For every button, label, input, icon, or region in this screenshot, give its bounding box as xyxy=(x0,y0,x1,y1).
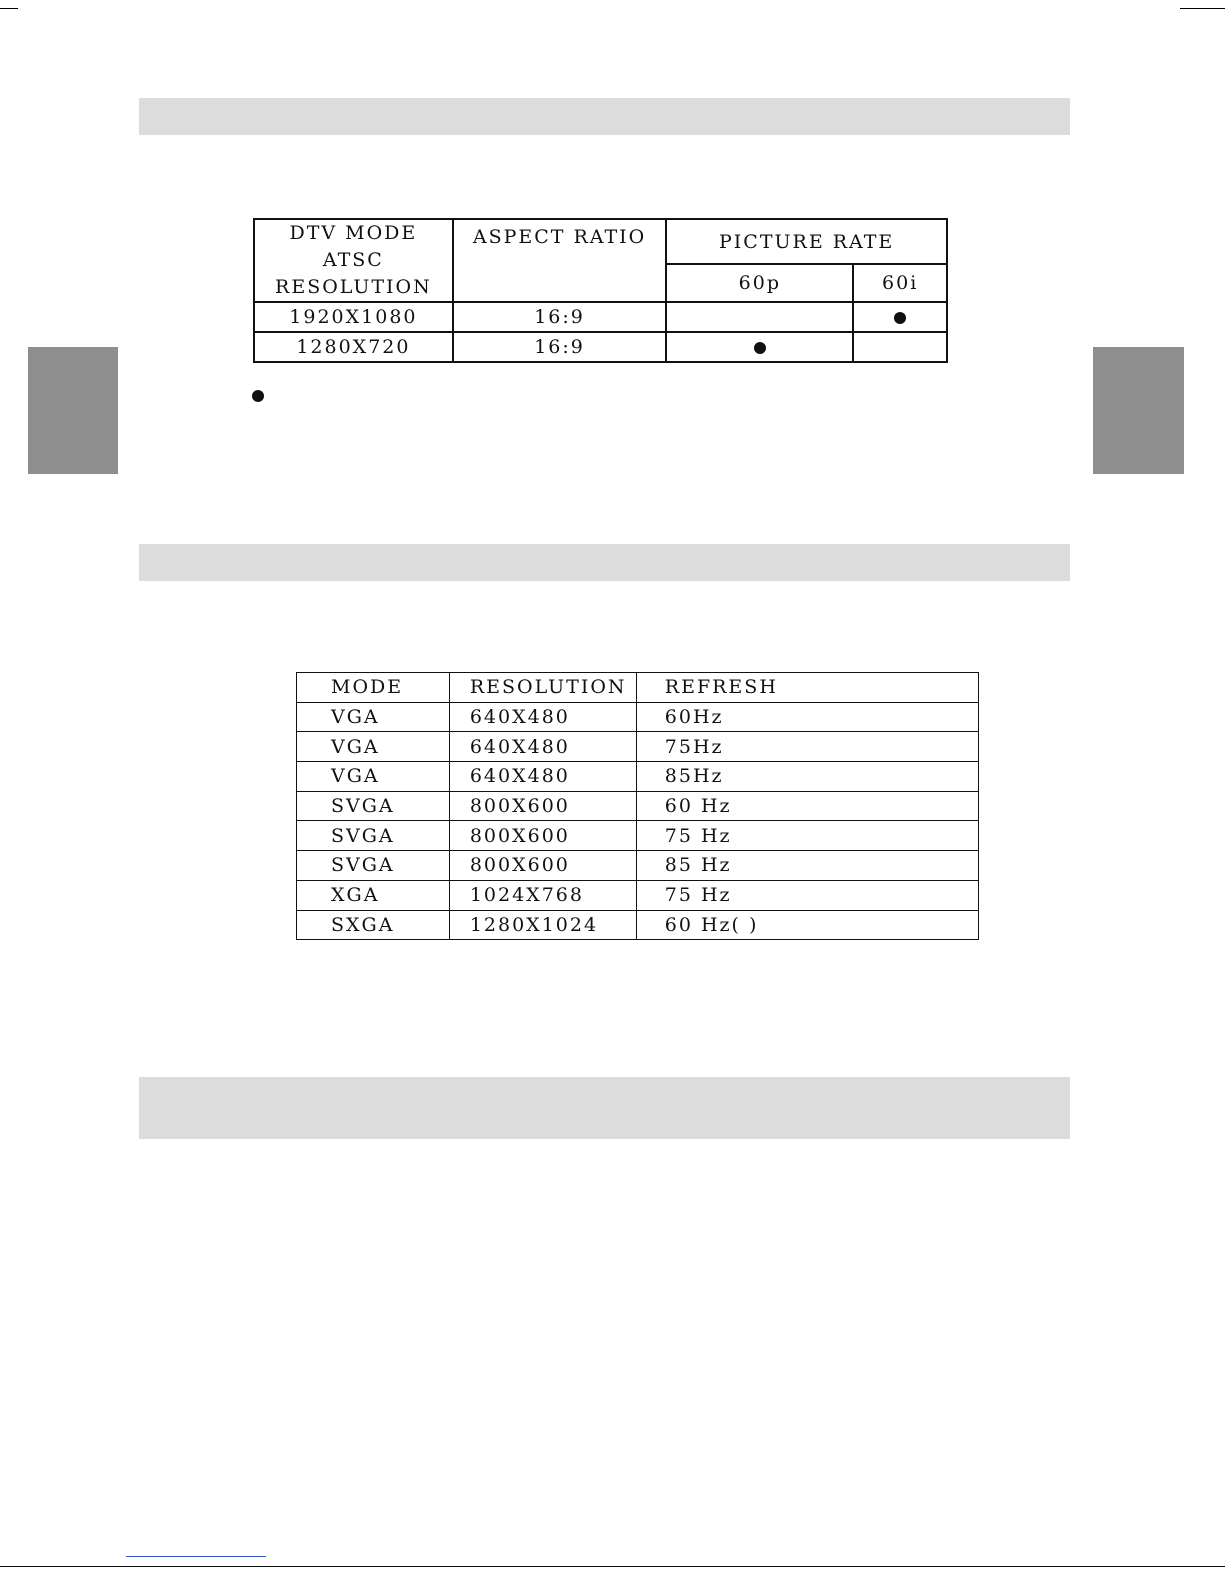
side-tab-left xyxy=(28,347,118,474)
cell-refresh: 60Hz xyxy=(636,702,978,732)
table-header-row xyxy=(297,673,979,703)
table-row xyxy=(297,880,979,910)
cell-aspect-ratio: 16:9 xyxy=(453,302,667,332)
header-60i: 60i xyxy=(853,264,947,302)
footer-link-underline xyxy=(126,1556,266,1557)
cell-refresh: 75Hz xyxy=(636,732,978,762)
cell-mode: MODE xyxy=(297,673,450,703)
cell-refresh: REFRESH xyxy=(636,673,978,703)
cell-resolution: 800X600 xyxy=(449,821,636,851)
dtv-mode-table xyxy=(253,218,948,363)
cell-resolution: 640X480 xyxy=(449,702,636,732)
header-picture-rate: PICTURE RATE xyxy=(666,219,947,264)
cell-mode: VGA xyxy=(297,762,450,792)
table-row xyxy=(297,851,979,881)
cell-resolution: 1920X1080 xyxy=(254,302,453,332)
table-row xyxy=(297,732,979,762)
table-row xyxy=(254,332,947,362)
section-header-band-1 xyxy=(139,98,1070,135)
cell-mode: VGA xyxy=(297,702,450,732)
crop-mark-top-right xyxy=(1180,8,1225,9)
cell-resolution: 640X480 xyxy=(449,732,636,762)
cell-mode: SVGA xyxy=(297,851,450,881)
table-row xyxy=(297,702,979,732)
cell-resolution: 800X600 xyxy=(449,791,636,821)
table-row xyxy=(297,791,979,821)
cell-mode: XGA xyxy=(297,880,450,910)
header-aspect-ratio: ASPECT RATIO xyxy=(453,219,667,302)
footer-rule xyxy=(0,1566,1225,1567)
cell-60p xyxy=(666,332,853,362)
cell-refresh: 60 Hz xyxy=(636,791,978,821)
cell-mode: SVGA xyxy=(297,791,450,821)
table-row xyxy=(297,762,979,792)
cell-aspect-ratio: 16:9 xyxy=(453,332,667,362)
cell-refresh: 75 Hz xyxy=(636,821,978,851)
header-60p: 60p xyxy=(666,264,853,302)
cell-refresh: 85Hz xyxy=(636,762,978,792)
crop-mark-top-left xyxy=(0,8,18,9)
cell-resolution: 640X480 xyxy=(449,762,636,792)
cell-60i xyxy=(853,332,947,362)
cell-mode: VGA xyxy=(297,732,450,762)
table-row xyxy=(254,302,947,332)
section-header-band-3 xyxy=(139,1077,1070,1139)
cell-mode: SXGA xyxy=(297,910,450,940)
cell-60p xyxy=(666,302,853,332)
cell-resolution: 1280X720 xyxy=(254,332,453,362)
dot-icon xyxy=(894,312,906,324)
table-row xyxy=(297,910,979,940)
cell-mode: SVGA xyxy=(297,821,450,851)
cell-resolution: RESOLUTION xyxy=(449,673,636,703)
side-tab-right xyxy=(1093,347,1184,474)
cell-refresh: 75 Hz xyxy=(636,880,978,910)
cell-refresh: 60 Hz( ) xyxy=(636,910,978,940)
section-header-band-2 xyxy=(139,544,1070,581)
table-row xyxy=(297,821,979,851)
dot-icon xyxy=(754,342,766,354)
pc-mode-table xyxy=(296,672,979,940)
cell-resolution: 1024X768 xyxy=(449,880,636,910)
header-dtv-mode-resolution: DTV MODE ATSC RESOLUTION xyxy=(254,219,453,302)
cell-resolution: 800X600 xyxy=(449,851,636,881)
cell-resolution: 1280X1024 xyxy=(449,910,636,940)
table-header-row xyxy=(254,219,947,264)
cell-60i xyxy=(853,302,947,332)
legend-dot-icon xyxy=(252,390,264,402)
cell-refresh: 85 Hz xyxy=(636,851,978,881)
